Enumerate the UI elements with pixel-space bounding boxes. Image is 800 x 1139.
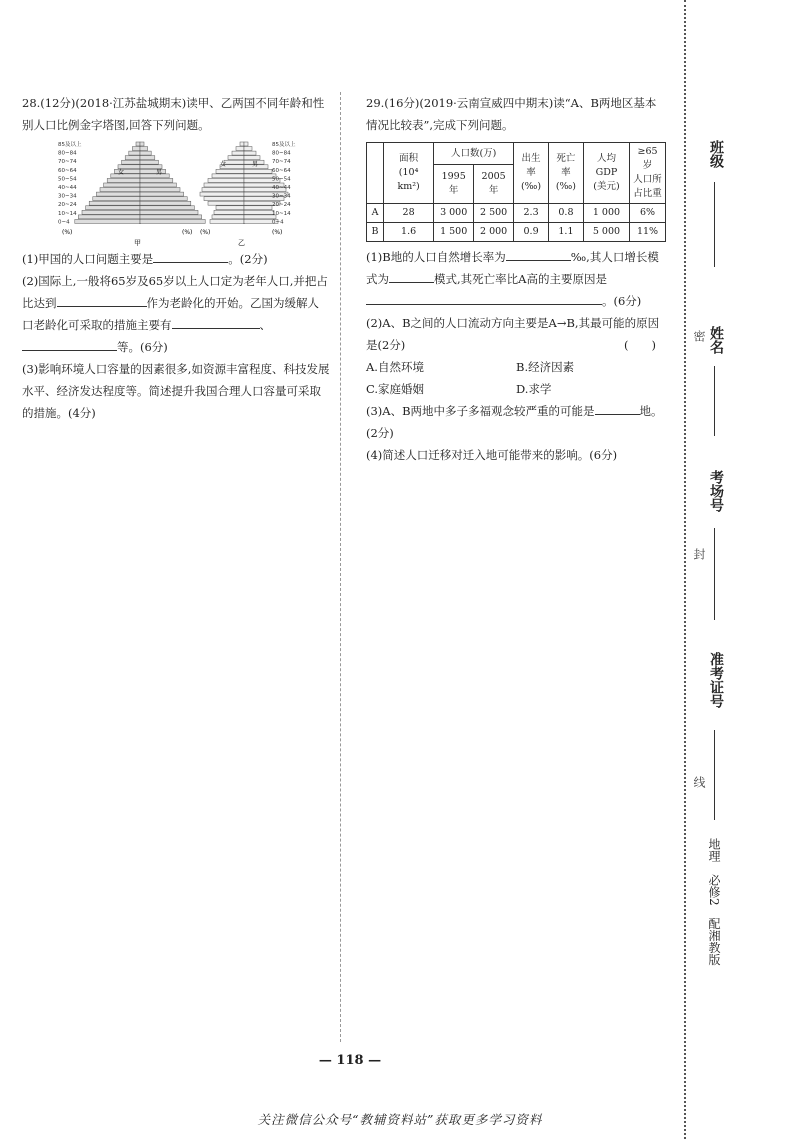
pyramid-bar-male bbox=[244, 210, 274, 214]
pyramid-bar-female bbox=[204, 197, 244, 201]
age-tick-label-jia: 30~34 bbox=[58, 193, 77, 200]
pyramid-bar-male bbox=[244, 206, 272, 210]
age-tick-label-jia: 40~44 bbox=[58, 185, 77, 191]
comparison-table bbox=[366, 142, 666, 242]
q29-p3-blank[interactable] bbox=[595, 401, 640, 415]
q28-p2-blank2[interactable] bbox=[172, 315, 260, 329]
q29-p1-blank2[interactable] bbox=[389, 269, 434, 283]
q29-options-row2 bbox=[366, 378, 666, 400]
q29-p1-blank3[interactable] bbox=[366, 291, 602, 305]
pyramid-bar-female bbox=[104, 183, 140, 187]
pyramid-bar-male bbox=[140, 192, 184, 196]
q28-p1-blank[interactable] bbox=[153, 249, 228, 263]
ticket-number-label: 准考证号 bbox=[708, 652, 724, 708]
th-2005: 2005年 bbox=[474, 165, 514, 204]
seal-char-1: 密 bbox=[692, 330, 706, 342]
q29-options-row1 bbox=[366, 356, 666, 378]
age-tick-label-jia: 50~54 bbox=[58, 176, 77, 183]
cell-death: 0.8 bbox=[549, 204, 584, 223]
age-tick-label-jia: 10~14 bbox=[58, 210, 77, 217]
question-29 bbox=[366, 92, 666, 466]
age-tick-label-jia: 0~4 bbox=[58, 219, 70, 226]
q28-p1-text: (1)甲国的人口问题主要是 bbox=[22, 252, 154, 266]
q29-p1-text-b: ‰,其人口增长模式为 bbox=[366, 250, 659, 286]
chart-jia-label: 甲 bbox=[134, 239, 141, 247]
pyramid-bar-female bbox=[216, 169, 244, 173]
age-tick-label-jia: 70~74 bbox=[58, 159, 77, 166]
q29-part4: (4)简述人口迁移对迁入地可能带来的影响。(6分) bbox=[366, 448, 618, 462]
age-tick-label-jia: 20~24 bbox=[58, 202, 77, 209]
age-tick-label-yi: 30~34 bbox=[272, 193, 291, 200]
exam-room-field[interactable] bbox=[714, 528, 715, 620]
cell-birth: 0.9 bbox=[514, 223, 549, 242]
page-number: — 118 — bbox=[318, 1053, 382, 1068]
q28-stem: 28.(12分)(2018·江苏盐城期末)读甲、乙两国不同年龄和性别人口比例金字塔图,回答下列问题。 bbox=[22, 96, 325, 132]
cell-area: 1.6 bbox=[384, 223, 434, 242]
q28-p2-text-b: 作为老龄化的开始。乙国为缓解人口老龄化可采取的措施主要有 bbox=[22, 296, 319, 332]
pyramid-bar-male bbox=[244, 142, 248, 146]
option-d[interactable]: D.求学 bbox=[516, 382, 552, 396]
age-tick-label-yi: 60~64 bbox=[272, 167, 291, 174]
pyramid-bar-female bbox=[228, 156, 244, 160]
class-field[interactable] bbox=[714, 182, 715, 267]
pyramid-bar-female bbox=[111, 174, 140, 178]
age-tick-label-yi: 80~84 bbox=[272, 150, 291, 157]
pyramid-bar-female bbox=[86, 206, 140, 210]
male-label-jia: 男 bbox=[156, 169, 163, 176]
pyramid-bar-female bbox=[232, 151, 244, 155]
age-tick-label-jia: 60~64 bbox=[58, 167, 77, 174]
pyramid-bar-male bbox=[244, 147, 252, 151]
option-b[interactable]: B.经济因素 bbox=[516, 360, 575, 374]
th-area: 面积 (10⁴ km²) bbox=[384, 143, 434, 204]
age-tick-label-yi: 20~24 bbox=[272, 202, 291, 209]
th-1995: 1995年 bbox=[434, 165, 474, 204]
population-pyramids bbox=[22, 136, 330, 248]
pct-label-jia-right: (%) bbox=[200, 229, 211, 236]
pyramid-bar-female bbox=[236, 147, 244, 151]
pyramid-bar-female bbox=[100, 188, 140, 192]
name-label: 姓名 bbox=[708, 326, 724, 354]
pyramid-bar-male bbox=[140, 156, 155, 160]
q28-p2-score: 等。(6分) bbox=[117, 340, 168, 354]
pyramid-bar-female bbox=[214, 210, 244, 214]
pyramid-bar-male bbox=[140, 219, 205, 223]
female-label-yi: 女 bbox=[220, 161, 227, 168]
table-row bbox=[367, 223, 666, 242]
name-field[interactable] bbox=[714, 366, 715, 436]
cell-gdp: 5 000 bbox=[583, 223, 629, 242]
pyramid-bar-female bbox=[82, 210, 140, 214]
pyramid-bar-female bbox=[78, 215, 140, 219]
age-tick-label-yi: 85及以上 bbox=[272, 142, 296, 148]
seal-char-3: 线 bbox=[692, 776, 706, 788]
ticket-number-field[interactable] bbox=[714, 730, 715, 820]
cell-name: B bbox=[367, 223, 384, 242]
age-tick-label-yi: 0~4 bbox=[272, 219, 284, 226]
th-old: ≥65岁 人口所 占比重 bbox=[630, 143, 666, 204]
cell-area: 28 bbox=[384, 204, 434, 223]
exam-room-label: 考场号 bbox=[708, 470, 724, 512]
pyramid-bar-male bbox=[140, 188, 180, 192]
cell-p1995: 3 000 bbox=[434, 204, 474, 223]
footer-note: 关注微信公众号“教辅资料站”获取更多学习资料 bbox=[257, 1112, 543, 1127]
column-divider bbox=[340, 92, 341, 1042]
table-corner bbox=[367, 143, 384, 204]
th-death: 死亡率 (‰) bbox=[549, 143, 584, 204]
pyramid-bar-female bbox=[136, 142, 140, 146]
pyramid-bar-male bbox=[140, 174, 169, 178]
cell-p1995: 1 500 bbox=[434, 223, 474, 242]
pyramid-bar-female bbox=[224, 160, 244, 164]
pyramid-bar-male bbox=[140, 183, 176, 187]
class-label: 班级 bbox=[708, 140, 724, 168]
subject-label: 地理 必修2 配湘教版 bbox=[707, 838, 721, 966]
q29-part2 bbox=[366, 312, 666, 356]
pyramid-bar-male bbox=[140, 151, 151, 155]
table-row bbox=[367, 204, 666, 223]
cell-p2005: 2 000 bbox=[474, 223, 514, 242]
q29-p1-text-c: 模式,其死亡率比A高的主要原因是 bbox=[434, 272, 607, 286]
th-birth: 出生率 (‰) bbox=[514, 143, 549, 204]
q28-part2 bbox=[22, 270, 330, 358]
pyramid-bar-female bbox=[89, 201, 140, 205]
cell-name: A bbox=[367, 204, 384, 223]
pyramid-bar-female bbox=[208, 178, 244, 182]
pyramid-bar-female bbox=[208, 201, 244, 205]
pyramid-bar-female bbox=[202, 188, 244, 192]
pyramid-charts-svg bbox=[22, 136, 330, 248]
pyramid-bar-female bbox=[216, 206, 244, 210]
pyramid-bar-male bbox=[140, 197, 187, 201]
pyramid-bar-male bbox=[140, 206, 194, 210]
pyramid-bar-male bbox=[140, 178, 173, 182]
age-tick-label-yi: 10~14 bbox=[272, 210, 291, 217]
cell-old: 11% bbox=[630, 223, 666, 242]
pyramid-bar-female bbox=[200, 192, 244, 196]
q28-p2-text-a: (2)国际上,一般将65岁及65岁以上人口定为老年人口,并把占比达到 bbox=[22, 274, 328, 310]
pyramid-bar-female bbox=[132, 147, 140, 151]
pyramid-bar-female bbox=[122, 160, 140, 164]
pct-label-yi-left: (%) bbox=[182, 229, 193, 236]
q28-p1-score: 。(2分) bbox=[228, 252, 268, 266]
cell-birth: 2.3 bbox=[514, 204, 549, 223]
binding-dotted-line bbox=[684, 0, 686, 1139]
q28-p2-blank1[interactable] bbox=[57, 293, 147, 307]
option-a[interactable]: A.自然环境 bbox=[366, 360, 424, 374]
q29-p1-score: 。(6分) bbox=[602, 294, 642, 308]
cell-death: 1.1 bbox=[549, 223, 584, 242]
q29-p3-score: 地。(2分) bbox=[366, 404, 663, 440]
pyramid-bar-female bbox=[240, 142, 244, 146]
q28-p2-blank3[interactable] bbox=[22, 337, 117, 351]
female-label-jia: 女 bbox=[118, 169, 125, 176]
pyramid-bar-male bbox=[244, 156, 260, 160]
pyramid-bar-female bbox=[75, 219, 140, 223]
age-tick-label-yi: 50~54 bbox=[272, 176, 291, 183]
pyramid-bar-female bbox=[129, 151, 140, 155]
pyramid-bar-male bbox=[140, 160, 158, 164]
q29-p1-blank1[interactable] bbox=[506, 247, 571, 261]
th-pop: 人口数(万) bbox=[434, 143, 514, 165]
option-c[interactable]: C.家庭婚姻 bbox=[366, 382, 425, 396]
age-tick-label-jia: 80~84 bbox=[58, 150, 77, 157]
pyramid-bar-male bbox=[140, 215, 202, 219]
pyramid-bar-male bbox=[244, 151, 256, 155]
cell-old: 6% bbox=[630, 204, 666, 223]
pyramid-bar-female bbox=[96, 192, 140, 196]
q29-p3-text: (3)A、B两地中多子多福观念较严重的可能是 bbox=[366, 404, 595, 418]
age-tick-label-yi: 70~74 bbox=[272, 159, 291, 166]
chart-yi-label: 乙 bbox=[238, 239, 245, 247]
q29-stem: 29.(16分)(2019·云南宣威四中期末)读“A、B两地区基本情况比较表”,完成下列问题。 bbox=[366, 96, 657, 132]
pct-label-yi-right: (%) bbox=[272, 229, 283, 236]
q28-p2-sep: 、 bbox=[259, 318, 271, 332]
pyramid-bar-female bbox=[212, 174, 244, 178]
th-gdp: 人均GDP (美元) bbox=[583, 143, 629, 204]
age-tick-label-jia: 85及以上 bbox=[58, 142, 82, 148]
q29-p2-answer-paren[interactable]: ( ) bbox=[624, 338, 656, 352]
question-28 bbox=[22, 92, 330, 424]
pyramid-bar-female bbox=[125, 156, 140, 160]
q29-part3 bbox=[366, 400, 666, 444]
q29-p2-text: (2)A、B之间的人口流动方向主要是A→B,其最可能的原因是(2分) bbox=[366, 316, 660, 352]
pyramid-bar-female bbox=[204, 183, 244, 187]
pct-label-jia-left: (%) bbox=[62, 229, 73, 236]
cell-gdp: 1 000 bbox=[583, 204, 629, 223]
pyramid-bar-male bbox=[140, 210, 198, 214]
seal-char-2: 封 bbox=[692, 548, 706, 560]
pyramid-bar-female bbox=[212, 215, 244, 219]
q28-part3: (3)影响环境人口容量的因素很多,如资源丰富程度、科技发展水平、经济发达程度等。简述提升我国合理人口容量可采取的措施。(4分) bbox=[22, 362, 330, 420]
cell-p2005: 2 500 bbox=[474, 204, 514, 223]
pyramid-bar-female bbox=[93, 197, 140, 201]
pyramid-bar-male bbox=[140, 147, 148, 151]
age-tick-label-yi: 40~44 bbox=[272, 185, 291, 191]
q29-p1-text-a: (1)B地的人口自然增长率为 bbox=[366, 250, 506, 264]
q28-part1 bbox=[22, 248, 330, 270]
male-label-yi: 男 bbox=[252, 161, 259, 168]
pyramid-bar-male bbox=[244, 169, 272, 173]
pyramid-bar-male bbox=[140, 142, 144, 146]
pyramid-bar-female bbox=[210, 219, 244, 223]
pyramid-bar-male bbox=[140, 201, 191, 205]
q29-part1 bbox=[366, 246, 666, 312]
pyramid-bar-female bbox=[107, 178, 140, 182]
